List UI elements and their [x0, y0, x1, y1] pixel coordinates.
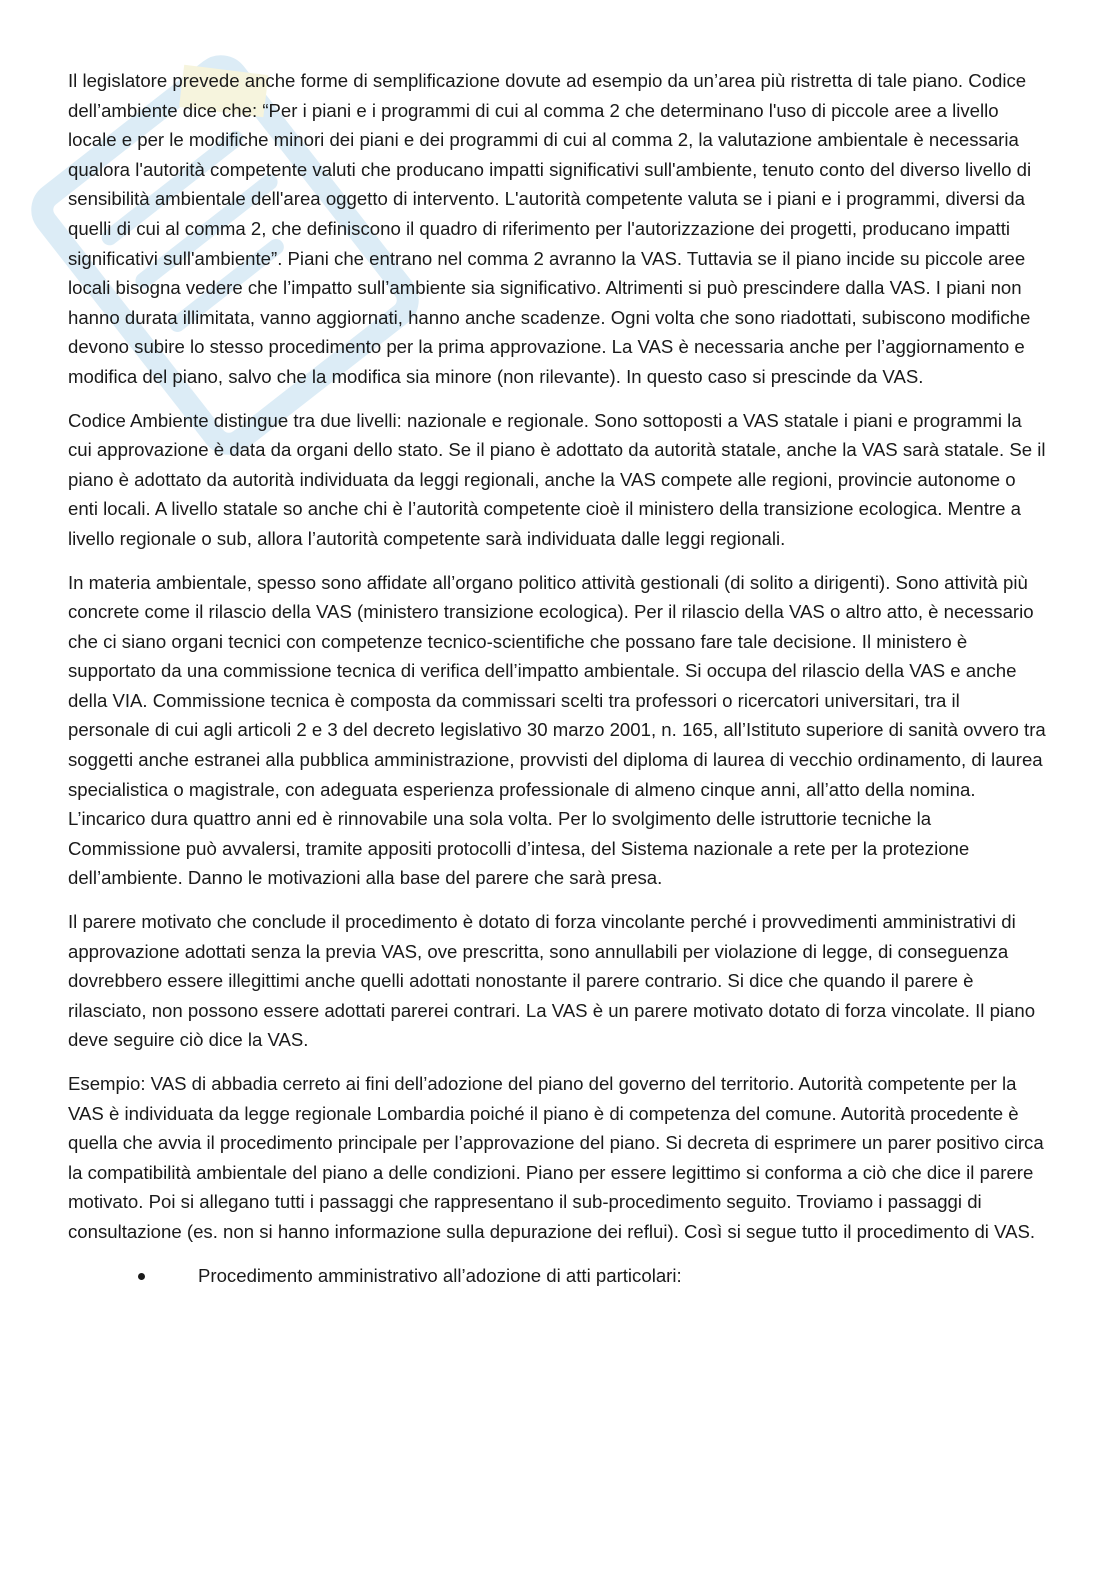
paragraph-parere-motivato: Il parere motivato che conclude il procedimento è dotato di forza vincolante perché i provvedimenti amministrativi di approvazione adottati senza la previa VAS, ove prescritta, sono annullabili per violazione di legge, di conseguenza dovrebbero essere illegittimi anche quelli adottati nonostante il parere contrario. Si dice che quando il parere è rilasciato, non possono essere adottati parerei contrari. La VAS è un parere motivato dotato di forza vincolate. Il piano deve seguire ciò dice la VAS.: [68, 911, 1036, 1051]
paragraph-commissione-tecnica: In materia ambientale, spesso sono affidate all’organo politico attività gestionali (di solito a dirigenti). Sono attività più concrete come il rilascio della VAS (ministero transizione ecologica). Per il rilascio della VAS o altro atto, è necessario che ci siano organi tecnici con competenze tecnico-scientifiche che possano fare tale decisione. Il ministero è supportato da una commissione tecnica di verifica dell’impatto ambientale. Si occupa del rilascio della VAS e anche della VIA. Commissione tecnica è composta da commissari scelti tra professori o ricercatori universitari, tra il personale di cui agli articoli 2 e 3 del decreto legislativo 30 marzo 2001, n. 165, all’Istituto superiore di sanità ovvero tra soggetti anche estranei alla pubblica amministrazione, provvisti del diploma di laurea di vecchio ordinamento, di laurea specialistica o magistrale, con adeguata esperienza professionale di almeno cinque anni, all’atto della nomina. L’incarico dura quattro anni ed è rinnovabile una sola volta. Per lo svolgimento delle istruttorie tecniche la Commissione può avvalersi, tramite appositi protocolli d’intesa, del Sistema nazionale a rete per la protezione dell’ambiente. Danno le motivazioni alla base del parere che sarà presa.: [68, 571, 1046, 889]
paragraph-livelli: Codice Ambiente distingue tra due livelli: nazionale e regionale. Sono sottoposti a VAS statale i piani e programmi la cui approvazione è data da organi dello stato. Se il piano è adottato da autorità statale, anche la VAS sarà statale. Se il piano è adottato da autorità individuata da leggi regionali, anche la VAS compete alle regioni, provincie autonome o enti locali. A livello statale so anche chi è l’autorità competente cioè il ministero della transizione ecologica. Mentre a livello regionale o sub, allora l’autorità competente sarà individuata dalle leggi regionali.: [68, 409, 1046, 549]
paragraph-esempio: Esempio: VAS di abbadia cerreto ai fini dell’adozione del piano del governo del territorio. Autorità competente per la VAS è individuata da legge regionale Lombardia poiché il piano è di competenza del comune. Autorità procedente è quella che avvia il procedimento principale per l’approvazione del piano. Si decreta di esprimere un parer positivo circa la compatibilità ambientale del piano a delle condizioni. Piano per essere legittimo si conforma a ciò che dice il parere motivato. Poi si allegano tutti i passaggi che rappresentano il sub-procedimento seguito. Troviamo i passaggi di consultazione (es. non si hanno informazione sulla depurazione dei reflui). Così si segue tutto il procedimento di VAS.: [68, 1073, 1044, 1242]
bullet-icon: [138, 1273, 145, 1280]
paragraph-semplificazione: Il legislatore prevede anche forme di semplificazione dovute ad esempio da un’area più ristretta di tale piano. Codice dell’ambiente dice che: “Per i piani e i programmi di cui al comma 2 che determinano l'uso di piccole aree a livello locale e per le modifiche minori dei piani e dei programmi di cui al comma 2, la valutazione ambientale è necessaria qualora l'autorità competente valuti che producano impatti significativi sull'ambiente, tenuto conto del diverso livello di sensibilità ambientale dell'area oggetto di intervento. L'autorità competente valuta se i piani e i programmi, diversi da quelli di cui al comma 2, che definiscono il quadro di riferimento per l'autorizzazione dei progetti, producano impatti significativi sull'ambiente”. Piani che entrano nel comma 2 avranno la VAS. Tuttavia se il piano incide su piccole aree locali bisogna vedere che l’impatto sull’ambiente sia significativo. Altrimenti si può prescindere dalla VAS. I piani non hanno durata illimitata, vanno aggiornati, hanno anche scadenze. Ogni volta che sono riadottati, subiscono modifiche devono subire lo stesso procedimento per la prima approvazione. La VAS è necessaria anche per l’aggiornamento e modifica del piano, salvo che la modifica sia minore (non rilevante). In questo caso si prescinde da VAS.: [68, 70, 1032, 387]
document-body: [68, 66, 1046, 1290]
bullet-item-text: Procedimento amministrativo all’adozione di atti particolari:: [198, 1264, 682, 1286]
bullet-list-item: [68, 1261, 1046, 1291]
